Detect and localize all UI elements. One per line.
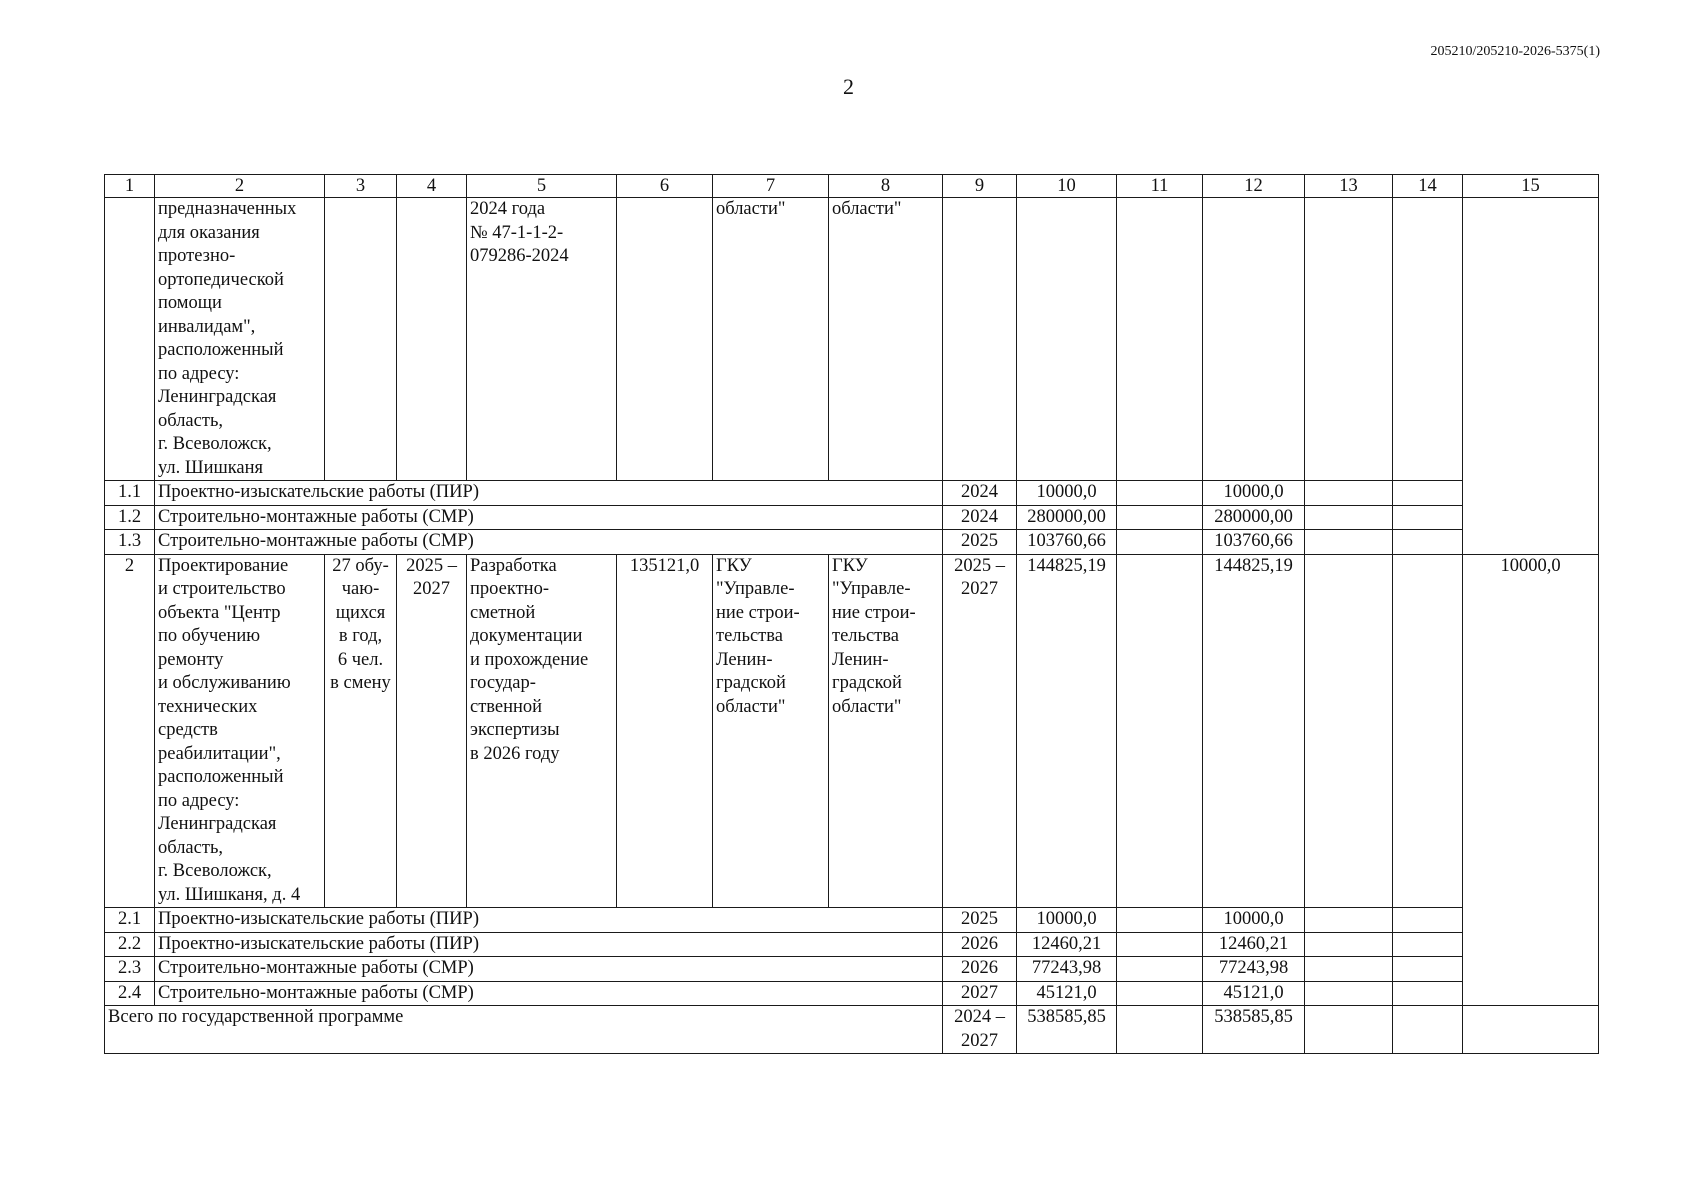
- cell-num: 1.1: [105, 481, 155, 506]
- cell-object-name: предназначенных для оказания протезно- ортопедической помощи инвалидам", расположенный по адресу: Ленинградская область, г. Всеволожск, ул. Шишканя: [155, 198, 325, 481]
- cell-capacity: [325, 198, 397, 481]
- cell-work-type: Строительно-монтажные работы (СМР): [155, 981, 943, 1006]
- col-header-7: 7: [713, 175, 829, 198]
- cell-num: 2: [105, 554, 155, 908]
- col-header-6: 6: [617, 175, 713, 198]
- cell-v13: [1305, 554, 1393, 908]
- cell-v11: [1117, 908, 1203, 933]
- cell-v11: [1117, 932, 1203, 957]
- cell-period: 2025 – 2027: [397, 554, 467, 908]
- cell-total-years: 2024 – 2027: [943, 1006, 1017, 1054]
- cell-v14: [1393, 957, 1463, 982]
- cell-v14: [1393, 908, 1463, 933]
- cell-year: 2026: [943, 932, 1017, 957]
- col-header-12: 12: [1203, 175, 1305, 198]
- cell-year: 2027: [943, 981, 1017, 1006]
- cell-v11: [1117, 481, 1203, 506]
- cell-total-v13: [1305, 1006, 1393, 1054]
- cell-v14: [1393, 981, 1463, 1006]
- cell-num: 1.3: [105, 530, 155, 555]
- col-header-14: 14: [1393, 175, 1463, 198]
- cell-v11: [1117, 505, 1203, 530]
- cell-work-type: Проектно-изыскательские работы (ПИР): [155, 908, 943, 933]
- cell-year: 2025: [943, 908, 1017, 933]
- cell-v10: 45121,0: [1017, 981, 1117, 1006]
- cell-year: 2024: [943, 481, 1017, 506]
- cell-years: 2025 – 2027: [943, 554, 1017, 908]
- cell-v12: 45121,0: [1203, 981, 1305, 1006]
- cell-v12: 10000,0: [1203, 908, 1305, 933]
- cell-num: 2.1: [105, 908, 155, 933]
- cell-v13: [1305, 530, 1393, 555]
- cell-v10: 103760,66: [1017, 530, 1117, 555]
- col-header-4: 4: [397, 175, 467, 198]
- cell-v15: [1463, 198, 1599, 555]
- table-header: [105, 175, 1599, 198]
- col-header-15: 15: [1463, 175, 1599, 198]
- cell-v11: [1117, 957, 1203, 982]
- cell-documentation: 2024 года № 47-1-1-2- 079286-2024: [467, 198, 617, 481]
- cell-v10: [1017, 198, 1117, 481]
- program-table: [104, 174, 1599, 1054]
- col-header-13: 13: [1305, 175, 1393, 198]
- cell-work-type: Строительно-монтажные работы (СМР): [155, 530, 943, 555]
- cell-v14: [1393, 932, 1463, 957]
- cell-total-v15: [1463, 1006, 1599, 1054]
- table-row-1-1: [105, 481, 1599, 506]
- cell-work-type: Строительно-монтажные работы (СМР): [155, 505, 943, 530]
- cell-num: 1.2: [105, 505, 155, 530]
- cell-developer: области": [829, 198, 943, 481]
- cell-v13: [1305, 957, 1393, 982]
- cell-v11: [1117, 530, 1203, 555]
- cell-num: 2.3: [105, 957, 155, 982]
- col-header-11: 11: [1117, 175, 1203, 198]
- table-row-2-2: [105, 932, 1599, 957]
- cell-year: 2024: [943, 505, 1017, 530]
- cell-year: 2025: [943, 530, 1017, 555]
- cell-v13: [1305, 481, 1393, 506]
- cell-total-v12: 538585,85: [1203, 1006, 1305, 1054]
- cell-object-name: Проектирование и строительство объекта "Центр по обучению ремонту и обслуживанию технических средств реабилитации", расположенный по адресу: Ленинградская область, г. Всеволожск, ул. Шишканя, д. 4: [155, 554, 325, 908]
- cell-cost: 135121,0: [617, 554, 713, 908]
- cell-total-v11: [1117, 1006, 1203, 1054]
- table-row-total: [105, 1006, 1599, 1054]
- cell-v12: 10000,0: [1203, 481, 1305, 506]
- cell-total-v10: 538585,85: [1017, 1006, 1117, 1054]
- cell-v11: [1117, 981, 1203, 1006]
- table-row-1-2: [105, 505, 1599, 530]
- cell-num: 2.4: [105, 981, 155, 1006]
- cell-v13: [1305, 981, 1393, 1006]
- cell-developer: ГКУ "Управле- ние строи- тельства Ленин- градской области": [829, 554, 943, 908]
- cell-v10: 10000,0: [1017, 481, 1117, 506]
- table-row-1-3: [105, 530, 1599, 555]
- table-row-2-1: [105, 908, 1599, 933]
- col-header-1: 1: [105, 175, 155, 198]
- cell-v10: 12460,21: [1017, 932, 1117, 957]
- cell-period: [397, 198, 467, 481]
- cell-total-v14: [1393, 1006, 1463, 1054]
- cell-cost: [617, 198, 713, 481]
- cell-v13: [1305, 505, 1393, 530]
- cell-v10: 10000,0: [1017, 908, 1117, 933]
- cell-v14: [1393, 554, 1463, 908]
- cell-v14: [1393, 505, 1463, 530]
- cell-v14: [1393, 530, 1463, 555]
- col-header-10: 10: [1017, 175, 1117, 198]
- cell-customer: ГКУ "Управле- ние строи- тельства Ленин- градской области": [713, 554, 829, 908]
- cell-num: [105, 198, 155, 481]
- cell-v10: 280000,00: [1017, 505, 1117, 530]
- table-row-2: [105, 554, 1599, 908]
- table-row-1-continued: [105, 198, 1599, 481]
- cell-work-type: Проектно-изыскательские работы (ПИР): [155, 481, 943, 506]
- cell-customer: области": [713, 198, 829, 481]
- col-header-2: 2: [155, 175, 325, 198]
- table-row-2-3: [105, 957, 1599, 982]
- cell-work-type: Проектно-изыскательские работы (ПИР): [155, 932, 943, 957]
- cell-years: [943, 198, 1017, 481]
- cell-capacity: 27 обу- чаю- щихся в год, 6 чел. в смену: [325, 554, 397, 908]
- cell-v12: 144825,19: [1203, 554, 1305, 908]
- cell-v10: 144825,19: [1017, 554, 1117, 908]
- col-header-5: 5: [467, 175, 617, 198]
- cell-v14: [1393, 198, 1463, 481]
- cell-v12: 77243,98: [1203, 957, 1305, 982]
- cell-v12: 12460,21: [1203, 932, 1305, 957]
- cell-v12: [1203, 198, 1305, 481]
- cell-documentation: Разработка проектно- сметной документации и прохождение государ- ственной экспертизы в 2026 году: [467, 554, 617, 908]
- cell-work-type: Строительно-монтажные работы (СМР): [155, 957, 943, 982]
- col-header-3: 3: [325, 175, 397, 198]
- col-header-8: 8: [829, 175, 943, 198]
- cell-v10: 77243,98: [1017, 957, 1117, 982]
- cell-v14: [1393, 481, 1463, 506]
- cell-v13: [1305, 932, 1393, 957]
- document-id: 205210/205210-2026-5375(1): [1430, 44, 1600, 59]
- cell-v15: 10000,0: [1463, 554, 1599, 1006]
- cell-v12: 103760,66: [1203, 530, 1305, 555]
- cell-v13: [1305, 908, 1393, 933]
- table-row-2-4: [105, 981, 1599, 1006]
- cell-year: 2026: [943, 957, 1017, 982]
- cell-v11: [1117, 198, 1203, 481]
- cell-num: 2.2: [105, 932, 155, 957]
- cell-total-label: Всего по государственной программе: [105, 1006, 943, 1054]
- cell-v12: 280000,00: [1203, 505, 1305, 530]
- cell-v13: [1305, 198, 1393, 481]
- cell-v11: [1117, 554, 1203, 908]
- col-header-9: 9: [943, 175, 1017, 198]
- page-number: 2: [843, 74, 854, 99]
- header-row: [105, 175, 1599, 198]
